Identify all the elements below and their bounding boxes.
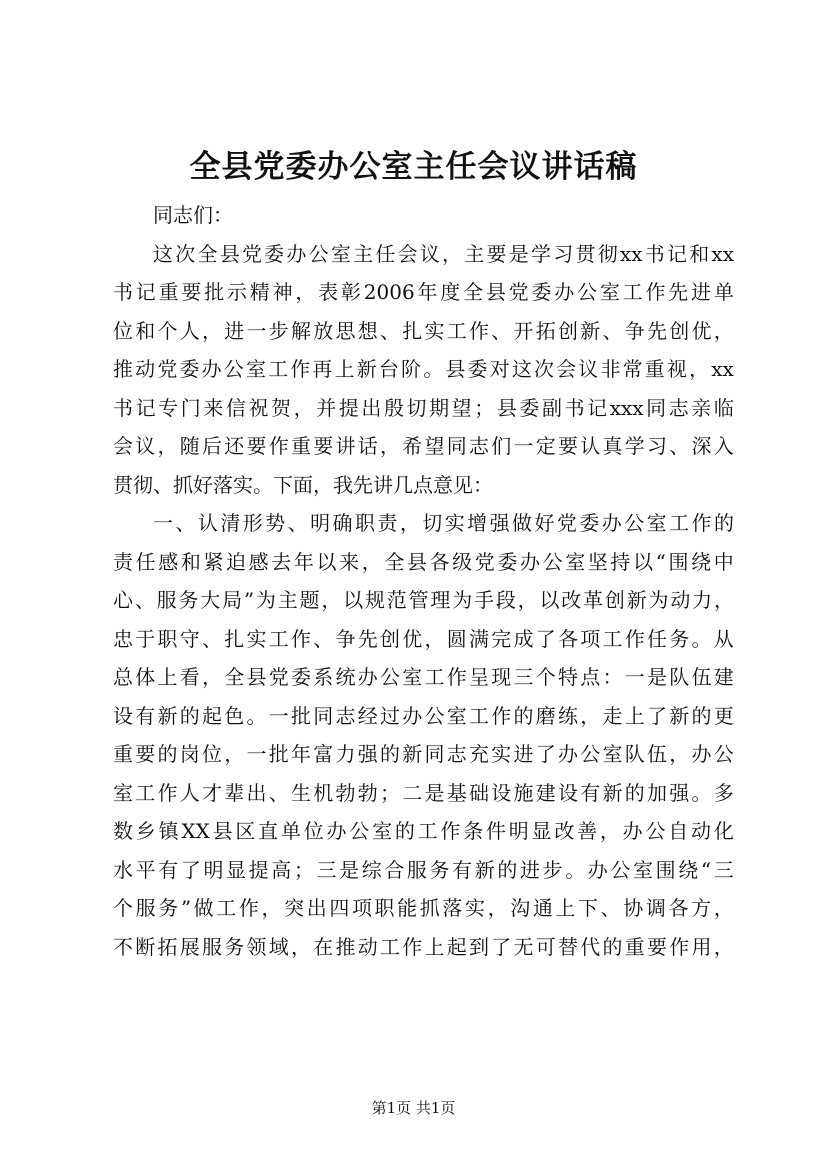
line-text: 贯彻、抓好落实。下面，我先讲几点意见： — [113, 472, 493, 497]
paragraph-line: 推 动 党 委 办 公 室 工 作 再 上 新 台 阶 。 县 委 对 这 次 会 议 非 常 重 视 ， xx — [113, 357, 734, 381]
paragraph-line — [113, 196, 734, 235]
paragraph-line: 设 有 新 的 起 色 。 一 批 同 志 经 过 办 公 室 工 作 的 磨 练 ， 走 上 了 新 的 更 — [113, 703, 734, 728]
paragraph-line: 重 要 的 岗 位 ， 一 批 年 富 力 强 的 新 同 志 充 实 进 了 办 公 室 队 伍 ， 办 公 — [113, 742, 734, 766]
paragraph-line: 心 、 服 务 大 局 ” 为 主 题 ， 以 规 范 管 理 为 手 段 ， 以 改 革 创 新 为 动 力 ， — [113, 588, 734, 612]
paragraph-line: 忠 于 职 守 、 扎 实 工 作 、 争 先 创 优 ， 圆 满 完 成 了 各 项 工 作 任 务 。 从 — [113, 626, 734, 651]
page-footer: 第1页 共1页 — [371, 1099, 456, 1117]
paragraph-line: 这 次 全 县 党 委 办 公 室 主 任 会 议 ， 主 要 是 学 习 贯 彻 xx 书 记 和 xx — [153, 241, 734, 266]
paragraph-line: 数 乡 镇 XX 县 区 直 单 位 办 公 室 的 工 作 条 件 明 显 改 善 ， 办 公 自 动 化 — [113, 819, 734, 843]
document-title: 全县党委办公室主任会议讲话稿 — [189, 149, 638, 185]
paragraph-line: 室 工 作 人 才 辈 出 、 生 机 勃 勃 ； 二 是 基 础 设 施 建 设 有 新 的 加 强 。 多 — [113, 780, 734, 805]
paragraph-line — [113, 466, 734, 505]
paragraph-line: 位 和 个 人 ， 进 一 步 解 放 思 想 、 扎 实 工 作 、 开 拓 创 新 、 争 先 创 优 ， — [113, 318, 734, 343]
paragraph-line: 责 任 感 和 紧 迫 感 去 年 以 来 ， 全 县 各 级 党 委 办 公 室 坚 持 以 “ 围 绕 中 — [113, 549, 734, 574]
paragraph-line: 个 服 务 ” 做 工 作 ， 突 出 四 项 职 能 抓 落 实 ， 沟 通 上 下 、 协 调 各 方 ， — [113, 896, 734, 920]
document-body — [113, 196, 734, 966]
paragraph-line: 不 断 拓 展 服 务 领 域 ， 在 推 动 工 作 上 起 到 了 无 可 替 代 的 重 要 作 用 ， — [113, 934, 734, 959]
paragraph-line: 书 记 专 门 来 信 祝 贺 ， 并 提 出 殷 切 期 望 ； 县 委 副 书 记 xxx 同 志 亲 临 — [113, 395, 734, 420]
paragraph-line: 水 平 有 了 明 显 提 高 ； 三 是 综 合 服 务 有 新 的 进 步 。 办 公 室 围 绕 “ 三 — [113, 857, 734, 882]
paragraph-line: 书 记 重 要 批 示 精 神 ， 表 彰 2006 年 度 全 县 党 委 办 公 室 工 作 先 进 单 — [113, 280, 734, 304]
paragraph-line: 会 议 ， 随 后 还 要 作 重 要 讲 话 ， 希 望 同 志 们 一 定 要 认 真 学 习 、 深 入 — [113, 434, 734, 458]
line-text: 同志们： — [153, 203, 233, 227]
paragraph-line: 总 体 上 看 ， 全 县 党 委 系 统 办 公 室 工 作 呈 现 三 个 特 点 ： 一 是 队 伍 建 — [113, 665, 734, 689]
paragraph-line: 一 、 认 清 形 势 、 明 确 职 责 ， 切 实 增 强 做 好 党 委 办 公 室 工 作 的 — [153, 511, 734, 535]
